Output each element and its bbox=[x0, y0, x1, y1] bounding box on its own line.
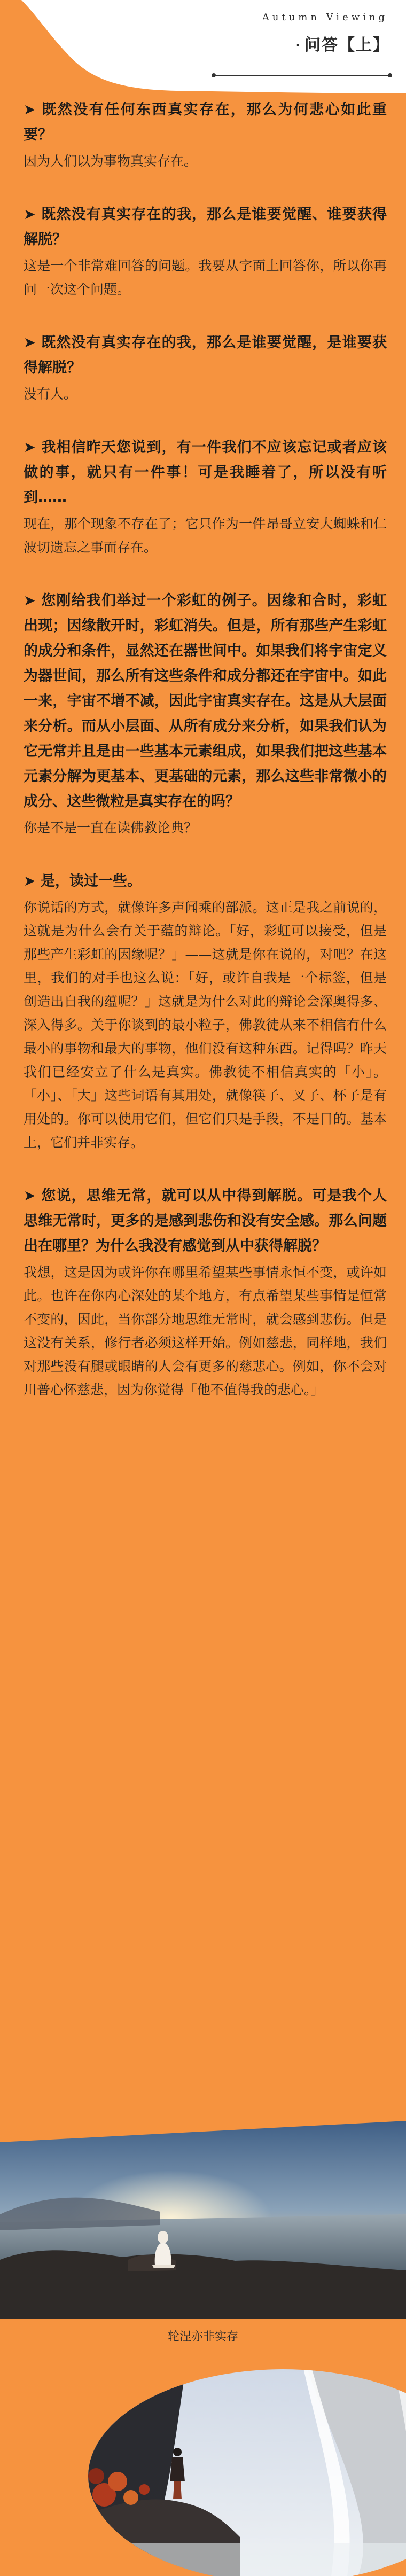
answer: 你是不是一直在读佛教论典？ bbox=[24, 820, 198, 836]
question: ➤ 既然没有真实存在的我，那么是谁要觉醒、谁要获得解脱？ bbox=[24, 206, 387, 248]
answer: 没有人。 bbox=[24, 386, 77, 402]
qa-item bbox=[24, 435, 387, 559]
header-subtitle: Autumn Viewing bbox=[262, 12, 388, 23]
answer: 这是一个非常难回答的问题。我要从字面上回答你，所以你再问一次这个问题。 bbox=[24, 258, 387, 297]
answer: 你说话的方式，就像许多声闻乘的部派。这正是我之前说的，这就是为什么会有关于蕴的辩论。「好，彩虹可以接受，但是那些产生彩虹的因缘呢？」——这就是你在说的，对吧？在这里，我们的对手也这么说：「好，或许自我是一个标签，但是创造出自我的蕴呢？」这就是为什么对此的辩论会深奥得多、深入得多。关于你谈到的最小粒子，佛教徒从来不相信有什么最小的事物和最大的事物，他们没有这种东西。记得吗？昨天我们已经安立了什么是真实。佛教徒不相信真实的「小」。「小」、「大」这些词语有其用处，就像筷子、叉子、杯子是有用处的。你可以使用它们，但它们只是手段，不是目的。基本上，它们并非实存。 bbox=[24, 900, 387, 1150]
question: ➤ 您刚给我们举过一个彩虹的例子。因缘和合时，彩虹出现；因缘散开时，彩虹消失。但是，所有那些产生彩虹的成分和条件，显然还在器世间中。如果我们将宇宙定义为器世间，那么所有这些条件和成分都还在宇宙中。如此一来，宇宙不增不减，因此宇宙真实存在。这是从大层面来分析。而从小层面、从所有成分来分析，如果我们认为它无常并且是由一些基本元素组成，如果我们把这些基本元素分解为更基本、更基础的元素，那么这些非常微小的成分、这些微粒是真实存在的吗？ bbox=[24, 592, 387, 810]
qa-item bbox=[24, 330, 387, 406]
title-text: 问答【上】 bbox=[304, 36, 390, 54]
qa-item bbox=[24, 588, 387, 840]
header-divider bbox=[214, 75, 390, 76]
page-title bbox=[262, 32, 390, 55]
seaside-photo bbox=[0, 2121, 406, 2319]
title-dot: · bbox=[295, 39, 301, 52]
question: ➤ 我相信昨天您说到，有一件我们不应该忘记或者应该做的事，就只有一件事！可是我睡着了，所以没有听到…… bbox=[24, 439, 387, 506]
waterfall-photo-frame bbox=[80, 2361, 406, 2576]
header bbox=[262, 12, 390, 55]
question: ➤ 既然没有真实存在的我，那么是谁要觉醒，是谁要获得解脱？ bbox=[24, 334, 387, 376]
qa-item bbox=[24, 869, 387, 1154]
answer: 现在，那个现象不存在了；它只作为一件昂哥立安大蜘蛛和仁波切遗忘之事而存在。 bbox=[24, 516, 387, 555]
waterfall-photo bbox=[80, 2361, 406, 2576]
qa-item bbox=[24, 97, 387, 173]
question: ➤ 既然没有任何东西真实存在，那么为何悲心如此重要？ bbox=[24, 102, 387, 143]
photo-caption: 轮涅亦非实存 bbox=[167, 2330, 238, 2344]
answer: 因为人们以为事物真实存在。 bbox=[24, 153, 198, 169]
qa-item bbox=[24, 1183, 387, 1402]
answer: 我想，这是因为或许你在哪里希望某些事情永恒不变，或许如此。也许在你内心深处的某个地方，有点希望某些事情是恒常不变的，因此，当你部分地思维无常时，就会感到悲伤。但是这没有关系，修行者必须这样开始。例如慈悲，同样地，我们对那些没有腿或眼睛的人会有更多的慈悲心。例如，你不会对川普心怀慈悲，因为你觉得「他不值得我的悲心。」 bbox=[24, 1264, 387, 1398]
question: ➤ 您说，思维无常，就可以从中得到解脱。可是我个人思维无常时，更多的是感到悲伤和没有安全感。那么问题出在哪里？为什么我没有感觉到从中获得解脱？ bbox=[24, 1188, 387, 1254]
question: ➤ 是，读过一些。 bbox=[24, 873, 142, 889]
qa-list bbox=[24, 97, 387, 1431]
qa-item bbox=[24, 202, 387, 301]
